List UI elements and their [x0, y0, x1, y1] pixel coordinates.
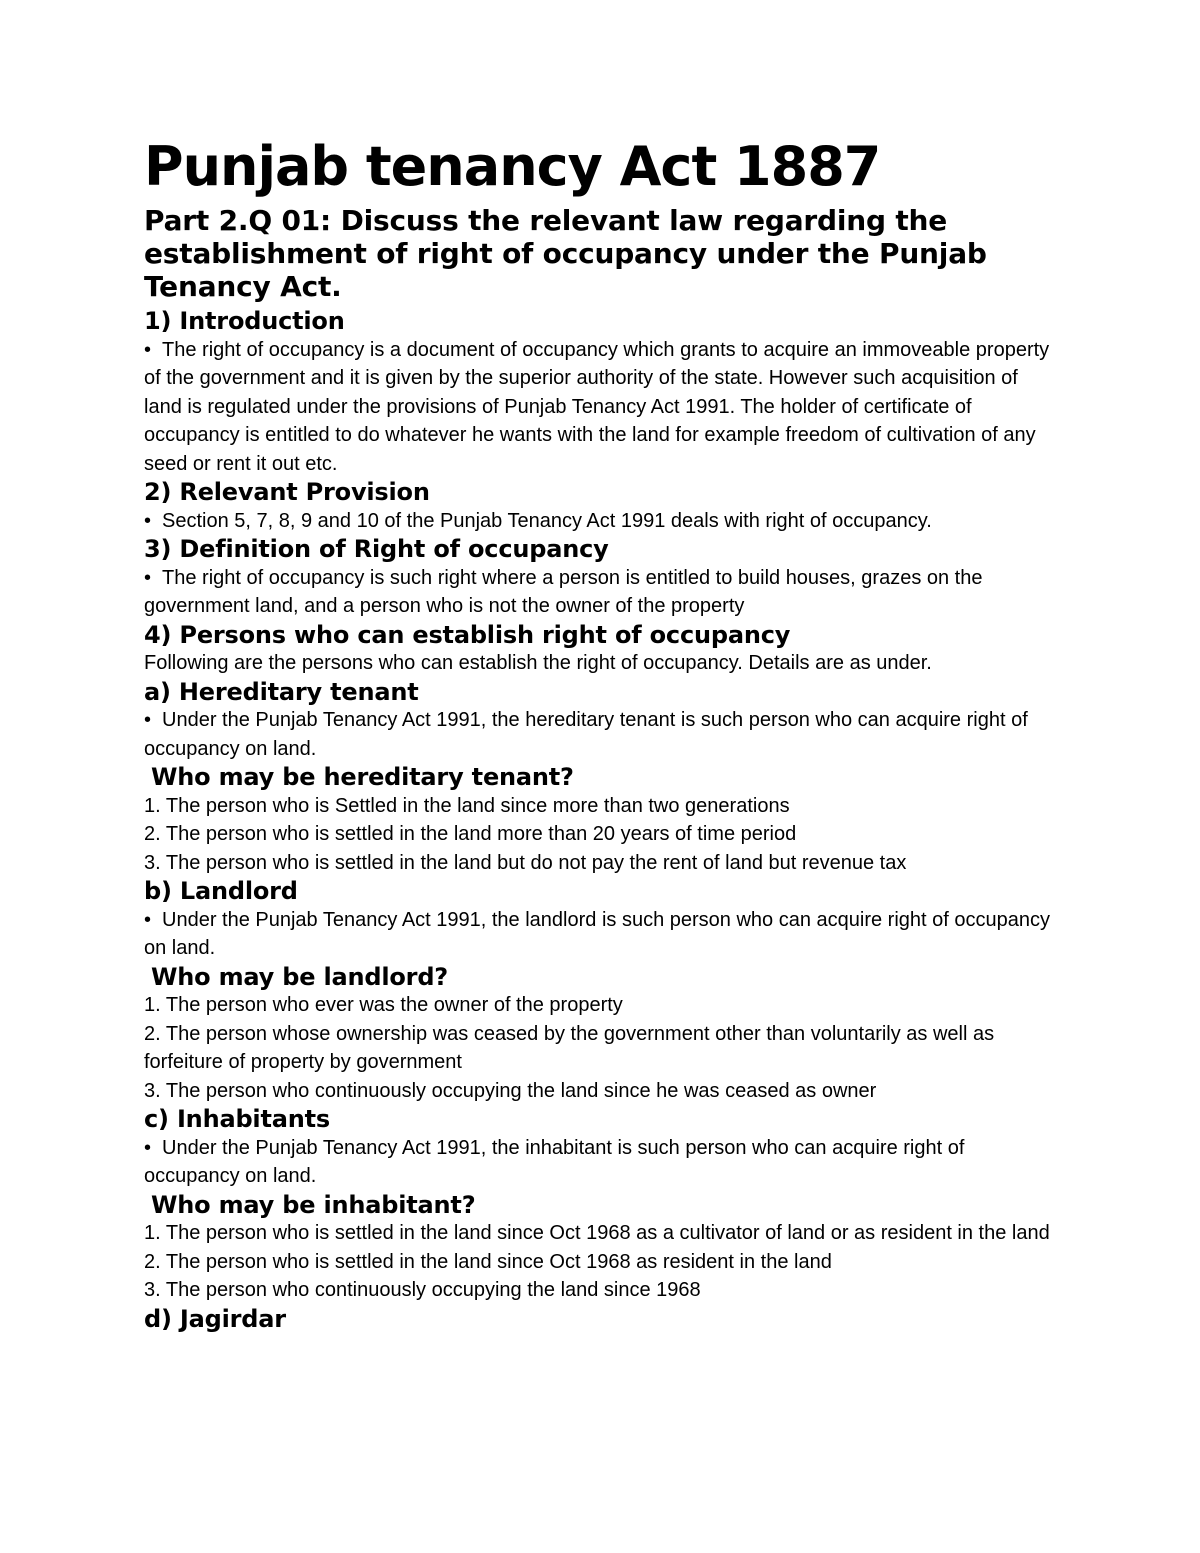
- bullet-icon: •: [144, 908, 152, 931]
- numbered-item: 3. The person who continuously occupying the land since he was ceased as owner: [144, 1079, 877, 1102]
- section-heading-hereditary-tenant: a) Hereditary tenant: [144, 677, 419, 706]
- bullet-item: [144, 706, 1056, 763]
- bullet-item: [144, 336, 1056, 479]
- numbered-item: 3. The person who is settled in the land but do not pay the rent of land but revenue tax: [144, 851, 907, 874]
- bullet-text: Under the Punjab Tenancy Act 1991, the inhabitant is such person who can acquire right of occupancy on land.: [144, 1136, 965, 1187]
- bullet-text: Section 5, 7, 8, 9 and 10 of the Punjab Tenancy Act 1991 deals with right of occupancy.: [162, 509, 932, 532]
- bullet-text: The right of occupancy is a document of occupancy which grants to acquire an immoveable property of the government and it is given by the superior authority of the state. However such acquisition of land is regulated under the provisions of Punjab Tenancy Act 1991. The holder of certificate of occupancy is entitled to do whatever he wants with the land for example freedom of cultivation of any seed or rent it out etc.: [144, 338, 1050, 475]
- subheading-who-inhabitant: Who may be inhabitant?: [151, 1190, 476, 1219]
- section-heading-jagirdar: d) Jagirdar: [144, 1304, 286, 1333]
- section-heading-relevant-provision: 2) Relevant Provision: [144, 478, 430, 506]
- document-title: Punjab tenancy Act 1887: [144, 135, 881, 198]
- bullet-item: [144, 906, 1056, 963]
- numbered-item: 1. The person who is Settled in the land since more than two generations: [144, 794, 790, 817]
- numbered-item: 1. The person who is settled in the land since Oct 1968 as a cultivator of land or as resident in the land: [144, 1222, 1050, 1244]
- numbered-item: 2. The person whose ownership was ceased by the government other than voluntarily as well as forfeiture of property by government: [144, 1022, 995, 1073]
- bullet-item: [144, 564, 1056, 621]
- bullet-text: Under the Punjab Tenancy Act 1991, the landlord is such person who can acquire right of occupancy on land.: [144, 908, 1050, 959]
- subheading-who-landlord: Who may be landlord?: [151, 962, 449, 991]
- bullet-icon: •: [144, 338, 152, 361]
- section-heading-persons: 4) Persons who can establish right of occupancy: [144, 620, 791, 649]
- bullet-text: The right of occupancy is such right where a person is entitled to build houses, grazes on the government land, and a person who is not the owner of the property: [144, 566, 983, 617]
- paragraph: Following are the persons who can establish the right of occupancy. Details are as under.: [144, 652, 932, 674]
- bullet-icon: •: [144, 509, 152, 532]
- bullet-icon: •: [144, 1136, 152, 1159]
- section-heading-landlord: b) Landlord: [144, 877, 298, 905]
- subheading-who-hereditary-tenant: Who may be hereditary tenant?: [151, 763, 574, 791]
- section-heading-definition: 3) Definition of Right of occupancy: [144, 535, 609, 563]
- question-heading: Part 2.Q 01: Discuss the relevant law regarding the establishment of right of occupancy under the Punjab Tenancy Act.: [144, 204, 987, 303]
- bullet-item: [144, 1134, 1056, 1191]
- numbered-item: 3. The person who continuously occupying the land since 1968: [144, 1279, 701, 1301]
- numbered-item: 2. The person who is settled in the land more than 20 years of time period: [144, 823, 797, 845]
- bullet-icon: •: [144, 566, 152, 589]
- bullet-text: Under the Punjab Tenancy Act 1991, the hereditary tenant is such person who can acquire right of occupancy on land.: [144, 709, 1028, 760]
- bullet-icon: •: [144, 709, 152, 731]
- numbered-item: 2. The person who is settled in the land since Oct 1968 as resident in the land: [144, 1250, 832, 1273]
- numbered-item: 1. The person who ever was the owner of the property: [144, 994, 623, 1016]
- section-heading-introduction: 1) Introduction: [144, 307, 345, 335]
- section-heading-inhabitants: c) Inhabitants: [144, 1105, 330, 1133]
- bullet-item: [144, 507, 1056, 536]
